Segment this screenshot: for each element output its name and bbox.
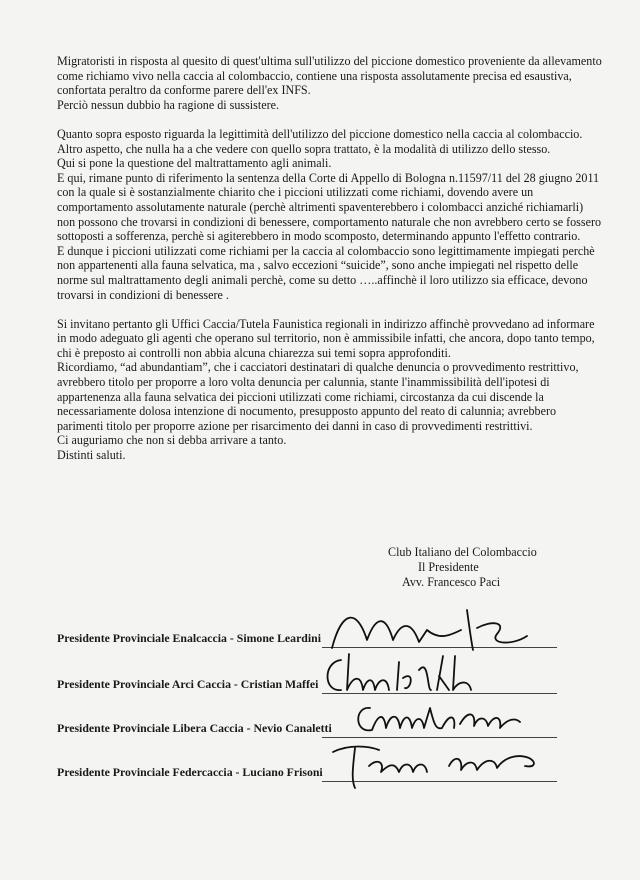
body-line: Perciò nessun dubbio ha ragione di sussistere. [57, 97, 280, 112]
body-line: Quanto sopra esposto riguarda la legittimità dell'utilizzo del piccione domestico nella caccia al colombaccio. [57, 126, 583, 141]
signatory-label: Presidente Provinciale Federcaccia - Luciano Frisoni [57, 765, 323, 779]
body-line: Distinti saluti. [57, 448, 126, 463]
signoff-block [388, 545, 537, 590]
handwritten-signature [329, 736, 559, 792]
body-line: E dunque i piccioni utilizzati come richiami per la caccia al colombaccio sono legittimamente impiegati perchè non appartenenti alla fauna selvatica, ma , salvo eccezioni “suicide”, sono anche impiegati nel rispetto delle norme sul maltrattamento degli animali perchè, come su detto …..affinchè il loro utilizzo sia efficace, devono trovarsi in condizioni di benessere . [57, 243, 595, 302]
paragraph-2 [57, 127, 602, 302]
signature-row [57, 744, 557, 788]
signatory-label: Presidente Provinciale Enalcaccia - Simone Leardini [57, 631, 321, 645]
handwritten-signature [350, 694, 530, 742]
body-line: Altro aspetto, che nulla ha a che vedere con quello sopra trattato, è la modalità di utilizzo dello stesso. [57, 141, 551, 156]
handwritten-signature [319, 650, 489, 698]
paragraph-1 [57, 54, 602, 112]
body-line: Ricordiamo, “ad abundantiam”, che i cacciatori destinatari di qualche denuncia o provvedimento restrittivo, avrebbero titolo per proporre a loro volta denuncia per calunnia, stante l'inammissibilità dell'ipotesi di appartenenza alla fauna selvatica dei piccioni utilizzati come richiami, circostanza da cui discende la necessariamente dolosa intenzione di nocumento, presupposto appunto del reato di calunnia; avrebbero parimenti titolo per proporre azione per risarcimento dei danni in caso di provvedimenti restrittivi. [57, 360, 579, 433]
paragraph-3 [57, 317, 602, 463]
signoff-name: Avv. Francesco Paci [402, 575, 501, 589]
signoff-org: Club Italiano del Colombaccio [388, 545, 537, 559]
body-line: Ci auguriamo che non si debba arrivare a tanto. [57, 433, 287, 448]
body-line: Qui si pone la questione del maltrattamento agli animali. [57, 156, 332, 171]
signature-row [57, 610, 557, 654]
signoff-role: Il Presidente [418, 560, 479, 574]
body-line: E qui, rimane punto di riferimento la sentenza della Corte di Appello di Bologna n.11597/11 del 28 giugno 2011 con la quale si è sostanzialmente chiarito che i piccioni utilizzati come richiami, dovendo avere un comportamento assolutamente naturale (perchè altrimenti spaventerebbero i colombacci anziché richiamarli) non possono che trovarsi in condizioni di benessere, comportamento naturale che non avrebbero certo se fossero sottoposti a sofferenza, perchè si agiterebbero in modo scomposto, determinando appunto l'effetto contrario. [57, 170, 602, 244]
body-line: Migratoristi in risposta al quesito di quest'ultima sull'utilizzo del piccione domestico proveniente da allevamento come richiamo vivo nella caccia al colombaccio, contiene una risposta assolutamente precisa ed esaustiva, confortata peraltro da conforme parere dell'ex INFS. [57, 54, 602, 98]
letter-body [57, 54, 602, 477]
signatory-label: Presidente Provinciale Arci Caccia - Cristian Maffei [57, 677, 319, 691]
signatory-label: Presidente Provinciale Libera Caccia - Nevio Canaletti [57, 721, 332, 735]
body-line: Si invitano pertanto gli Uffici Caccia/Tutela Faunistica regionali in indirizzo affinchè provvedano ad informare in modo adeguato gli agenti che operano sul territorio, non è ammissibile infatti, che ancora, dopo tanto tempo, chi è preposto ai controlli non abbia alcuna chiarezza sui temi sopra approfonditi. [57, 316, 595, 360]
